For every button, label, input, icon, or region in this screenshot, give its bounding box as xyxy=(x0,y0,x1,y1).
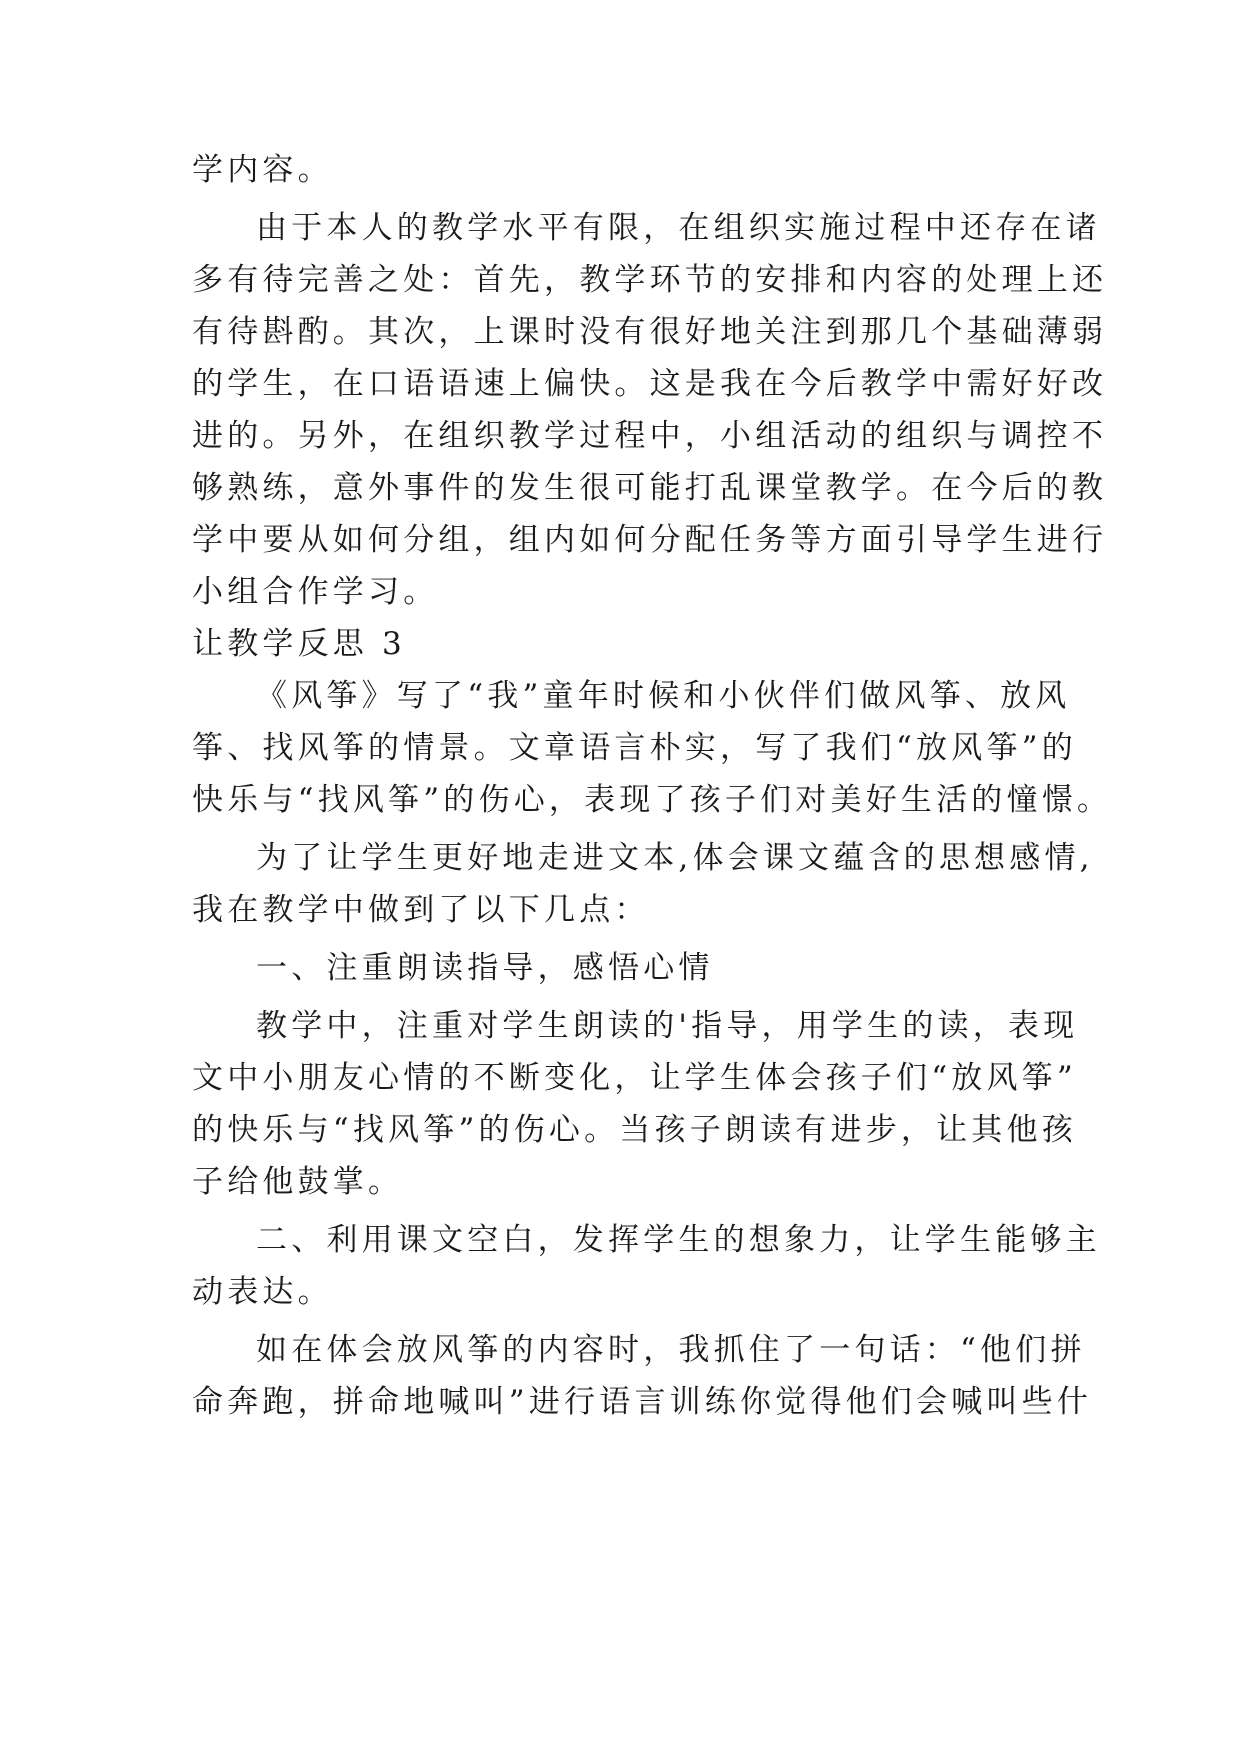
text-line: 小组合作学习。 xyxy=(192,574,439,610)
text-line: 有待斟酌。其次，上课时没有很好地关注到那几个基础薄弱 xyxy=(192,314,1108,350)
text-line: 够熟练，意外事件的发生很可能打乱课堂教学。在今后的教 xyxy=(192,470,1108,506)
text-line: 进的。另外，在组织教学过程中，小组活动的组织与调控不 xyxy=(192,418,1108,454)
text-line: 文中小朋友心情的不断变化，让学生体会孩子们“放风筝” xyxy=(192,1060,1077,1096)
text-line: 的快乐与“找风筝”的伤心。当孩子朗读有进步，让其他孩 xyxy=(192,1112,1077,1148)
text-line: 动表达。 xyxy=(192,1274,333,1310)
paragraph-start-line: 由于本人的教学水平有限，在组织实施过程中还存在诸 xyxy=(256,210,1101,246)
subheading-line: 一、注重朗读指导，感悟心情 xyxy=(256,950,714,986)
paragraph-start-line: 《风筝》写了“我”童年时候和小伙伴们做风筝、放风 xyxy=(256,678,1071,714)
text-line: 子给他鼓掌。 xyxy=(192,1164,404,1200)
text-line: 筝、找风筝的情景。文章语言朴实，写了我们“放风筝”的 xyxy=(192,730,1077,766)
text-line: 的学生，在口语语速上偏快。这是我在今后教学中需好好改 xyxy=(192,366,1108,402)
text-line: 命奔跑，拼命地喊叫”进行语言训练你觉得他们会喊叫些什 xyxy=(192,1384,1093,1420)
subheading-line: 二、利用课文空白，发挥学生的想象力，让学生能够主 xyxy=(256,1222,1101,1258)
paragraph-start-line: 教学中，注重对学生朗读的'指导，用学生的读，表现 xyxy=(256,1008,1079,1044)
paragraph-start-line: 如在体会放风筝的内容时，我抓住了一句话：“他们拼 xyxy=(256,1332,1086,1368)
paragraph-start-line: 为了让学生更好地走进文本,体会课文蕴含的思想感情, xyxy=(256,840,1094,876)
text-line: 快乐与“找风筝”的伤心，表现了孩子们对美好生活的憧憬。 xyxy=(192,782,1113,818)
text-line: 学中要从如何分组，组内如何分配任务等方面引导学生进行 xyxy=(192,522,1108,558)
section-heading: 让教学反思 3 xyxy=(192,626,406,662)
text-line: 我在教学中做到了以下几点： xyxy=(192,892,650,928)
text-line: 学内容。 xyxy=(192,152,333,188)
text-line: 多有待完善之处：首先，教学环节的安排和内容的处理上还 xyxy=(192,262,1108,298)
